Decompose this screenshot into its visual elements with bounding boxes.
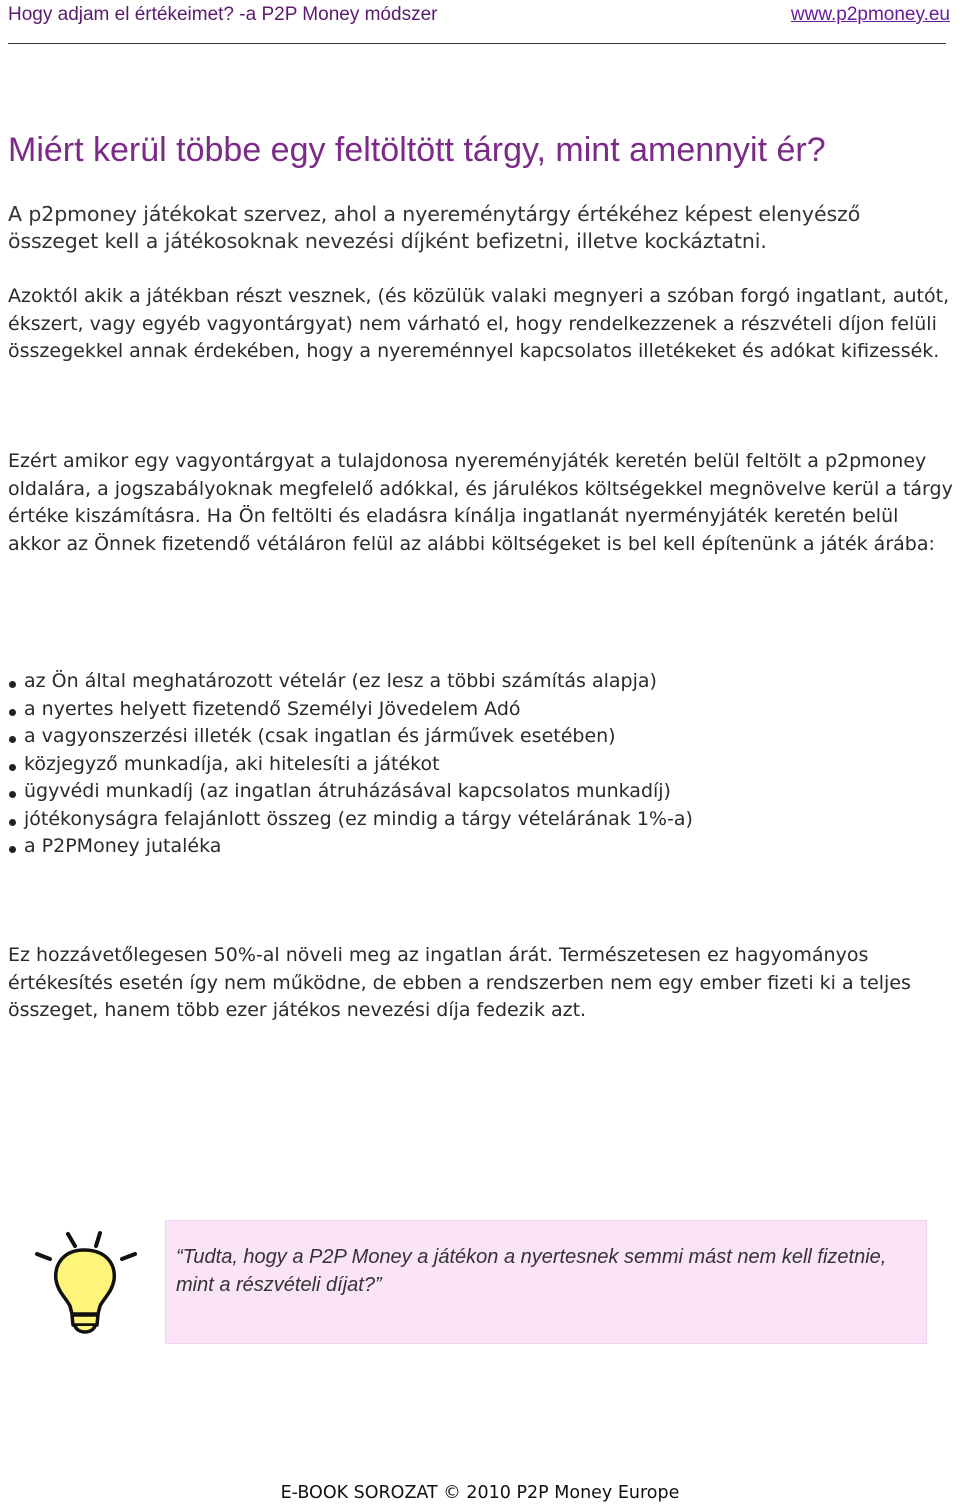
list-item: ügyvédi munkadíj (az ingatlan átruházásával kapcsolatos munkadíj) [8,778,693,806]
page-header [8,4,952,28]
website-link[interactable]: www.p2pmoney.eu [790,4,950,25]
page-footer: E-BOOK SOROZAT © 2010 P2P Money Europe [280,1483,680,1503]
bulb-glass [56,1250,115,1314]
list-item: a nyertes helyett fizetendő Személyi Jövedelem Adó [8,696,693,724]
bulb-base [72,1315,98,1325]
list-item: közjegyző munkadíja, aki hitelesíti a játékot [8,751,693,779]
header-title: Hogy adjam el értékeimet? -a P2P Money módszer [8,4,438,25]
body-paragraph-1: Azoktól akik a játékban részt vesznek, (és közülük valaki megnyeri a szóban forgó ingatlant, autót, ékszert, vagy egyéb vagyontárgyat) nem várható el, hogy rendelkezzenek a részvételi díjon felüli összegekkel annak érdekében, hogy a nyereménnyel kapcsolatos illetékeket és adókat kifizessék. [8,285,950,362]
list-item: jótékonyságra felajánlott összeg (ez mindig a tárgy vételárának 1%-a) [8,806,693,834]
header-divider [8,43,946,44]
list-item: az Ön által meghatározott vételár (ez lesz a többi számítás alapja) [8,668,693,696]
list-item: a P2PMoney jutaléka [8,833,693,861]
page-title: Miért kerül többe egy feltöltött tárgy, mint amennyit ér? [8,131,826,169]
list-item: a vagyonszerzési illeték (csak ingatlan és járművek esetében) [8,723,693,751]
body-paragraph-3: Ez hozzávetőlegesen 50%-al növeli meg az ingatlan árát. Természetesen ez hagyományos értékesítés esetén így nem működne, de ebben a rendszerben nem egy ember fizeti ki a teljes összeget, hanem több ezer játékos nevezési díja fedezik azt. [8,944,911,1021]
ray-right [122,1254,135,1259]
ray-top-left [68,1234,75,1246]
tip-box [165,1220,927,1344]
ray-left [37,1254,50,1259]
intro-paragraph: A p2pmoney játékokat szervez, ahol a nyereménytárgy értékéhez képest elenyésző összeget kell a játékosoknak nevezési díjként befizetni, illetve kockáztatni. [8,202,861,253]
tip-text: “Tudta, hogy a P2P Money a játékon a nyertesnek semmi mást nem kell fizetnie, mint a részvételi díjat?” [176,1246,887,1296]
lightbulb-icon [30,1226,140,1346]
body-paragraph-2: Ezért amikor egy vagyontárgyat a tulajdonosa nyereményjáték keretén belül feltölt a p2pmoney oldalára, a jogszabályoknak megfelelő adókkal, és járulékos költségekkel megnövelve kerül a tárgy értéke kiszámításra. Ha Ön feltölti és eladásra kínálja ingatlanát nyerményjáték keretén belül akkor az Önnek fizetendő vétáláron felül az alábbi költségeket is bel kell építenünk a játék árába: [8,450,953,555]
cost-list [8,668,693,861]
ray-top-right [96,1233,100,1246]
bulb-tip [75,1326,95,1332]
